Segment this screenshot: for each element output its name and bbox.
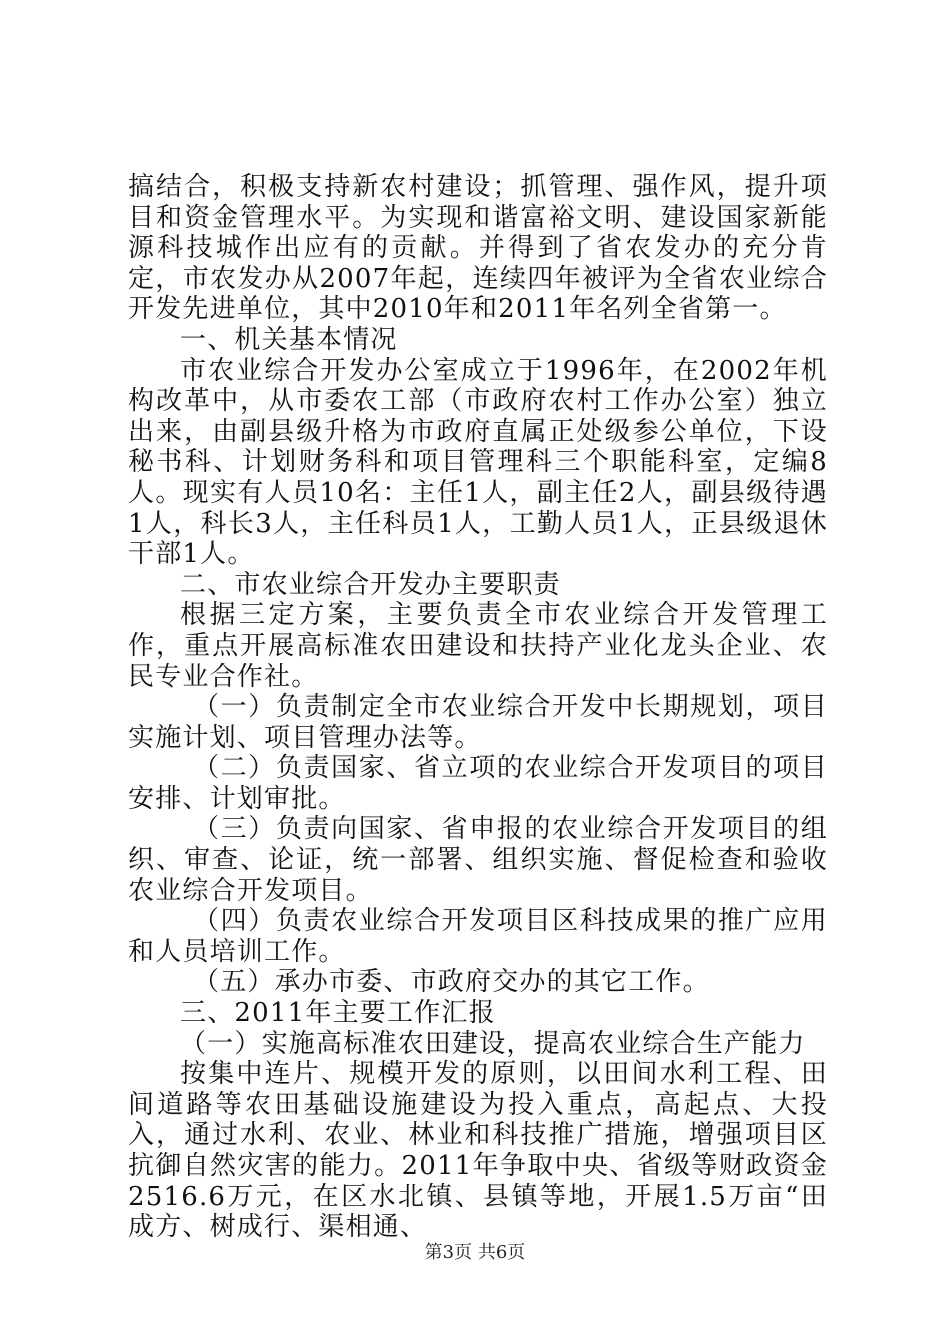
paragraph-intro-continued: 搞结合，积极支持新农村建设；抓管理、强作风，提升项目和资金管理水平。为实现和谐富裕文明、建设国家新能源科技城作出应有的贡献。并得到了省农发办的充分肯定，市农发办从2007年起，连续四年被评为全省农业综合开发先进单位，其中2010年和2011年名列全省第一。 (128, 172, 828, 325)
page-footer: 第3页 共6页 (424, 1242, 526, 1263)
paragraph-duties-summary: 根据三定方案，主要负责全市农业综合开发管理工作，重点开展高标准农田建设和扶持产业化龙头企业、农民专业合作社。 (128, 600, 828, 692)
paragraph-office-overview: 市农业综合开发办公室成立于1996年，在2002年机构改革中，从市委农工部（市政府农村工作办公室）独立出来，由副县级升格为市政府直属正处级参公单位，下设秘书科、计划财务科和项目管理科三个职能科室，定编8人。现实有人员10名：主任1人，副主任2人，副县级待遇1人，科长3人，主任科员1人，工勤人员1人，正县级退休干部1人。 (128, 355, 828, 570)
duty-item-2: （二）负责国家、省立项的农业综合开发项目的项目安排、计划审批。 (128, 753, 828, 814)
section-heading-2: 二、市农业综合开发办主要职责 (180, 569, 561, 600)
paragraph-farmland-construction: 按集中连片、规模开发的原则，以田间水利工程、田间道路等农田基础设施建设为投入重点，高起点、大投入，通过水利、农业、林业和科技推广措施，增强项目区抗御自然灾害的能力。2011年争取中央、省级等财政资金2516.6万元，在区水北镇、县镇等地，开展1.5万亩“田成方、树成行、渠相通、 (128, 1059, 828, 1243)
section-heading-1: 一、机关基本情况 (180, 324, 398, 355)
document-body (128, 172, 828, 1243)
duty-item-4: （四）负责农业综合开发项目区科技成果的推广应用和人员培训工作。 (128, 906, 828, 967)
section-heading-3: 三、2011年主要工作汇报 (180, 998, 496, 1029)
duty-item-5: （五）承办市委、市政府交办的其它工作。 (193, 967, 710, 998)
subsection-heading-1: （一）实施高标准农田建设，提高农业综合生产能力 (180, 1028, 806, 1059)
duty-item-1: （一）负责制定全市农业综合开发中长期规划，项目实施计划、项目管理办法等。 (128, 692, 828, 753)
duty-item-3: （三）负责向国家、省申报的农业综合开发项目的组织、审查、论证，统一部署、组织实施、督促检查和验收农业综合开发项目。 (128, 814, 828, 906)
